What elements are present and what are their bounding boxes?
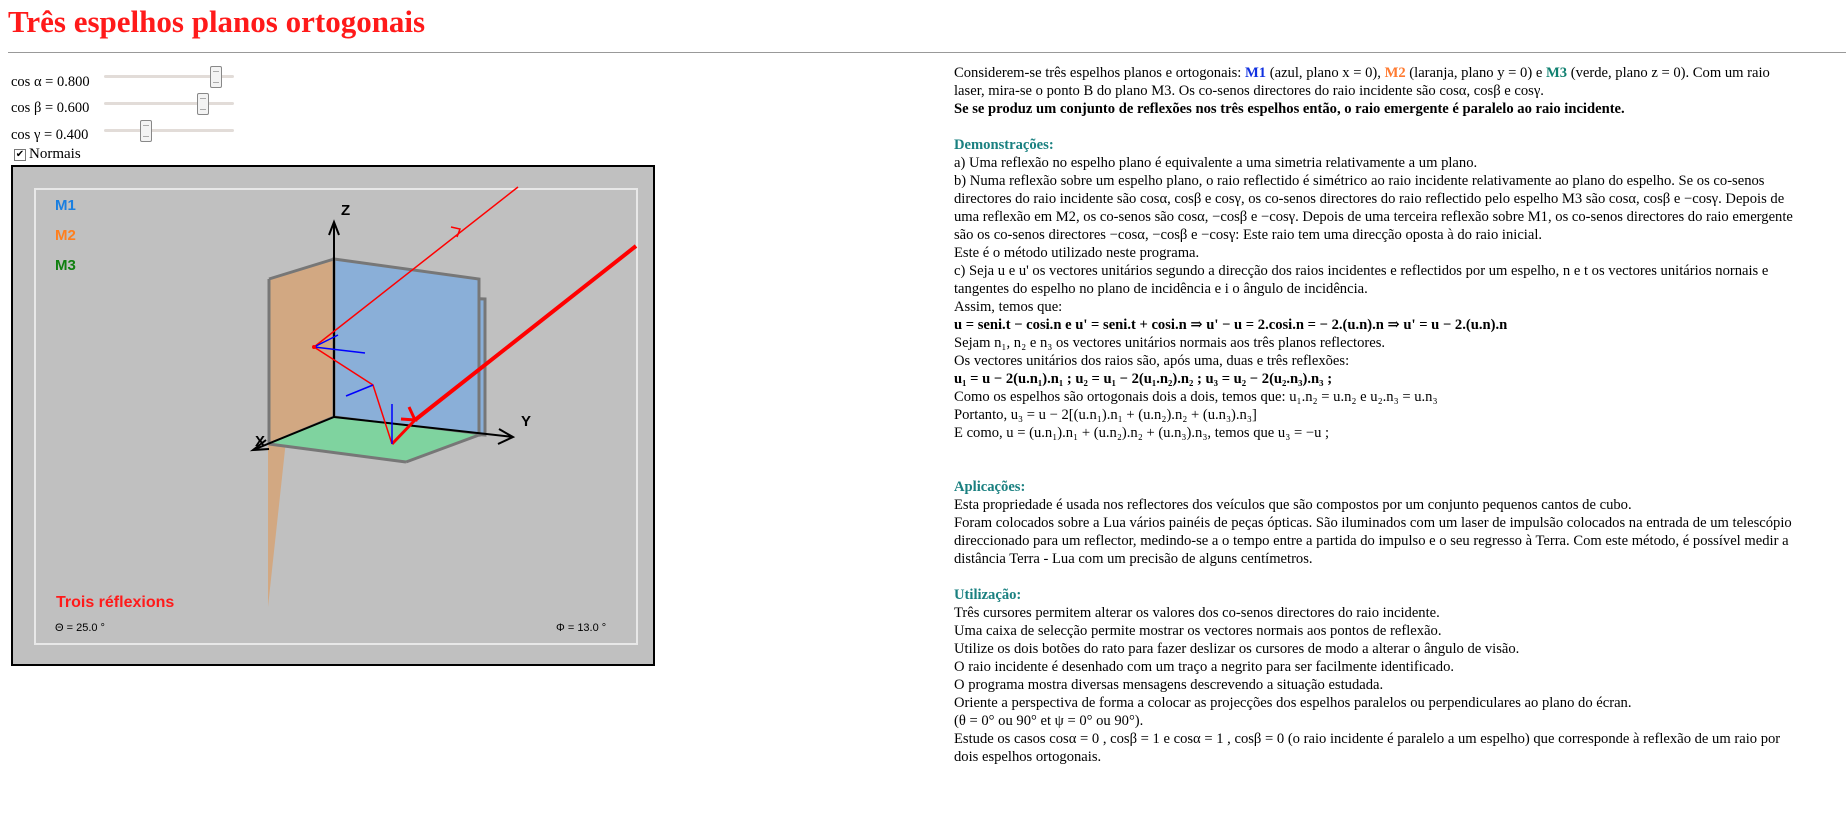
cos-gamma-thumb[interactable] — [140, 120, 152, 142]
normals-checkbox[interactable]: ✔ — [15, 148, 25, 160]
uti-6: Oriente a perspectiva de forma a colocar as projecções dos espelhos paralelos ou perpendiculares ao plano do écran. — [954, 695, 1632, 711]
demo-b: b) Numa reflexão sobre um espelho plano, o raio reflectido é simétrico ao raio incidente relativamente ao plano do espelho. Se os co-senos directores do raio incidente são cosα, cosβ e cosγ, os co-senos directores do raio reflectido pelo espelho M3 são cosα, cosβ e −cosγ. Depois de uma reflexão em M2, os co-senos são cosα, −cosβ e −cosγ. Depois de uma terceira reflexão sobre M1, os co-senos directores do raio emergente são os co-senos directores −cosα, −cosβ e −cosγ: Este raio tem uma direcção oposta à do raio inicial. — [954, 173, 1793, 243]
axis-x-label: X — [255, 433, 266, 450]
mirror-m1-main — [334, 259, 479, 435]
demo-a: a) Uma reflexão no espelho plano é equivalente a uma simetria relativamente a um plano. — [954, 155, 1478, 171]
apl-title: Aplicações: — [954, 479, 1026, 495]
uti-2: Uma caixa de selecção permite mostrar os vectores normais aos pontos de reflexão. — [954, 623, 1442, 639]
intro-m3: M3 — [1545, 65, 1568, 81]
intro-text-2: (azul, plano x = 0), — [1266, 65, 1385, 81]
intro-paragraph — [954, 64, 1804, 100]
apl-2: Foram colocados sobre a Lua vários painéis de peças ópticas. São iluminados com um laser de impulsão colocados na entrada de um telescópio direccionado para um reflector, medindo-se a o tempo entre a partida do impulso e o seu regresso à Terra. Com este método, é possível medir a distância Terra - Lua com um precisão de alguns centímetros. — [954, 515, 1792, 567]
cos-beta-label: cos β = 0.600 — [11, 100, 90, 116]
simulation-canvas[interactable] — [11, 165, 655, 666]
phi-readout: Φ = 13.0 ° — [556, 622, 607, 634]
uti-8: Estude os casos cosα = 0 , cosβ = 1 e cosα = 1 , cosβ = 0 (o raio incidente é paralelo a um espelho) que corresponde à reflexão de um raio por dois espelhos ortogonais. — [954, 731, 1781, 765]
cos-gamma-slider[interactable] — [104, 129, 234, 132]
axis-z-label: Z — [341, 202, 351, 219]
sejam: Sejam n₁, n₂ e n₃ os vectores unitários normais aos três planos reflectores. — [954, 335, 1386, 351]
axis-y-label: Y — [521, 413, 532, 430]
intro-bold: Se se produz um conjunto de reflexões nos três espelhos então, o raio emergente é paralelo ao raio incidente. — [954, 101, 1625, 117]
scene-svg[interactable] — [13, 167, 653, 664]
status-message: Trois réflexions — [56, 594, 175, 611]
cos-beta-slider[interactable] — [104, 102, 234, 105]
uti-3: Utilize os dois botões do rato para fazer deslizar os cursores de modo a alterar o ângulo de visão. — [954, 641, 1520, 657]
description-panel — [954, 64, 1804, 766]
uti-5: O programa mostra diversas mensagens descrevendo a situação estudada. — [954, 677, 1384, 693]
cos-alpha-slider[interactable] — [104, 75, 234, 78]
legend-m3: M3 — [55, 257, 76, 274]
uti-1: Três cursores permitem alterar os valores dos co-senos directores do raio incidente. — [954, 605, 1440, 621]
como: Como os espelhos são ortogonais dois a dois, temos que: u₁.n₂ = u.n₂ e u₂.n₃ = u.n₃ — [954, 389, 1438, 405]
intro-m2: M2 — [1384, 65, 1406, 81]
uti-7: (θ = 0° ou 90° et ψ = 0° ou 90°). — [954, 713, 1144, 729]
e-como: E como, u = (u.n₁).n₁ + (u.n₂).n₂ + (u.n₃).n₃, temos que u₃ = −u ; — [954, 425, 1330, 441]
legend-m1: M1 — [55, 197, 76, 214]
intro-text-1: Considerem-se três espelhos planos e ortogonais: — [954, 65, 1246, 81]
page-title: Três espelhos planos ortogonais — [8, 4, 426, 39]
equation-2: u₁ = u − 2(u.n₁).n₁ ; u₂ = u₁ − 2(u₁.n₂).n₂ ; u₃ = u₂ − 2(u₂.n₃).n₃ ; — [954, 371, 1333, 387]
demo-title: Demonstrações: — [954, 137, 1054, 153]
demo-c: c) Seja u e u' os vectores unitários segundo a direcção dos raios incidentes e reflectidos por um espelho, n e t os vectores unitários nornais e tangentes do espelho no plano de incidência e i o ângulo de incidência. — [954, 263, 1769, 297]
apl-1: Esta propriedade é usada nos reflectores dos veículos que são compostos por um conjunto pequenos cantos de cubo. — [954, 497, 1632, 513]
demo-b2: Este é o método utilizado neste programa. — [954, 245, 1200, 261]
reflection-point — [312, 345, 316, 349]
intro-text-4: (verde, plano z = 0). Com um raio laser, mira-se o ponto B do plano M3. Os co-senos directores do raio incidente são cosα, cosβ e cosγ. — [954, 65, 1770, 99]
normals-toggle[interactable] — [14, 146, 81, 163]
cos-alpha-thumb[interactable] — [210, 66, 222, 88]
uti-4: O raio incidente é desenhado com um traço a negrito para ser facilmente identificado. — [954, 659, 1455, 675]
mirror-m2 — [269, 259, 334, 444]
uti-title: Utilização: — [954, 587, 1022, 603]
normals-label: Normais — [29, 146, 81, 162]
theta-readout: Θ = 25.0 ° — [55, 622, 105, 634]
intro-text-3: (laranja, plano y = 0) e — [1405, 65, 1546, 81]
cos-gamma-label: cos γ = 0.400 — [11, 127, 89, 143]
legend-m2: M2 — [55, 227, 76, 244]
title-divider — [8, 52, 1846, 53]
portanto: Portanto, u₃ = u − 2[(u.n₁).n₁ + (u.n₂).n₂ + (u.n₃).n₃] — [954, 407, 1257, 423]
assim: Assim, temos que: — [954, 299, 1063, 315]
intro-m1: M1 — [1245, 65, 1267, 81]
cos-alpha-label: cos α = 0.800 — [11, 74, 90, 90]
equation-1: u = seni.t − cosi.n e u' = seni.t + cosi.n ⇒ u' − u = 2.cosi.n = − 2.(u.n).n ⇒ u' = u − 2.(u.n).n — [954, 317, 1508, 333]
cos-beta-thumb[interactable] — [197, 93, 209, 115]
os-vectores: Os vectores unitários dos raios são, após uma, duas e três reflexões: — [954, 353, 1350, 369]
